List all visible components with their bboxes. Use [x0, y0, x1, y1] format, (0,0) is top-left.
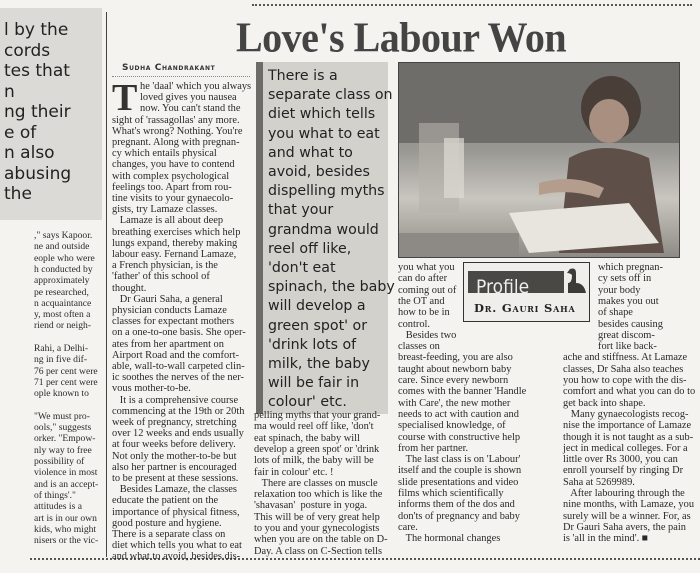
left-article-text-line: 71 per cent were [34, 376, 98, 388]
body-text-line: Dr Gauri Saha, a general [112, 293, 223, 305]
left-article-text-line: pe researched, [34, 286, 89, 298]
body-text-line: classes, Dr Saha also teaches [563, 363, 684, 375]
drop-cap: T [112, 77, 138, 119]
left-article-quote-line: e of [4, 122, 37, 143]
pull-quote-line: separate class on [268, 87, 393, 104]
body-text-line: and what to avoid, besides dis- [112, 551, 241, 563]
body-text-line: diet which tells you what to eat [112, 540, 242, 552]
body-text-line: cy which entails physical [112, 148, 217, 160]
body-text-line: breast-feeding, you are also [398, 352, 513, 364]
body-text-line: ic soothes the nerves of the ner- [112, 372, 244, 384]
body-text-line: ates from her apartment on [112, 338, 224, 350]
body-text-line: care. [398, 521, 418, 533]
left-article-text-line: ople known to [34, 388, 89, 400]
body-text-line: on a one-to-one basis. She oper- [112, 327, 246, 339]
body-text-line: eat spinach, the baby will [254, 432, 360, 444]
pull-quote-line: that your [268, 202, 334, 219]
body-text-line: loved gives you nausea [140, 92, 237, 104]
body-text-line: though it is not taught as a sub- [563, 431, 694, 443]
body-text-line: importance of physical fitness, [112, 506, 240, 518]
body-text-line: relaxation too which is like the [254, 489, 383, 501]
body-text-line: fair in colour' etc. ! [254, 466, 334, 478]
left-article-text-line: ools," suggests [34, 422, 92, 434]
profile-label: Profile [476, 276, 530, 298]
body-text-line: Besides Lamaze, the classes [112, 484, 237, 496]
body-text-line: get back into shape. [563, 397, 646, 409]
body-text-line: gists, try Lamaze classes. [112, 204, 218, 216]
body-text-line: you what you [398, 262, 455, 273]
body-text-line: a French physician, is the [112, 260, 218, 272]
profile-name: Dr. Gauri Saha [474, 301, 576, 315]
left-article-text-line: violence in most [34, 467, 98, 479]
body-text-line: course with constructive help [398, 431, 521, 443]
body-text-line: how to be in [398, 307, 450, 319]
body-text-line: great discom- [598, 329, 655, 341]
body-text-line: physician conducts Lamaze [112, 305, 227, 316]
photo-of-child-reading-icon [399, 63, 680, 258]
pull-quote-line: 'drink lots of [268, 336, 357, 353]
left-article-text-line: possibility of [34, 456, 85, 467]
body-text-line: vous mother-to-be. [112, 383, 191, 395]
left-article-text-line: 76 per cent were [34, 365, 98, 377]
left-article-text-line: ng in five dif- [34, 354, 88, 366]
body-text-line: Lamaze is all about deep [112, 215, 224, 227]
body-text-line: your body [598, 284, 641, 296]
body-text-line: little over Rs 3000, you can [563, 454, 678, 466]
body-text-line: nise the importance of Lamaze [563, 420, 692, 432]
body-text-line: can do after [398, 273, 448, 285]
body-text-line: Airport Road and the comfort- [112, 349, 239, 361]
body-text-line: to be present at these sessions. [112, 473, 239, 484]
body-text-line: The last class is on 'Labour' [398, 454, 521, 466]
left-article-quote-line: l by the [4, 20, 69, 40]
left-article-text-line: nly way to free [34, 444, 92, 456]
body-text-line: 'father' of this school of [112, 271, 210, 283]
pull-quote-line: will develop a [268, 298, 366, 315]
body-text-line: with complex psychological [112, 170, 230, 182]
left-article-text-line: ," says Kapoor. [34, 230, 93, 241]
body-text-line: educate the patient on the [112, 495, 219, 507]
body-text-line: sight of 'rassagollas' any more. [112, 114, 240, 126]
left-article-text-line: y, most often a [34, 309, 91, 321]
pull-quote-line: avoid, besides [268, 164, 370, 180]
pull-quote-line: grandma would [268, 221, 379, 238]
pull-quote-line: and what to [268, 144, 353, 161]
body-text-line: needs to act with caution and [398, 408, 519, 420]
body-text-line: pelling myths that your grand- [254, 410, 381, 421]
pull-quote-line: dispelling myths [268, 183, 385, 200]
body-text-line: tine visits to your gynaecolo- [112, 193, 234, 204]
body-text-line: The hormonal changes [398, 533, 501, 545]
left-article-text-line: art is in our own [34, 512, 97, 524]
body-text-line: which pregnan- [598, 262, 663, 273]
body-text-line: makes you out [598, 295, 659, 307]
body-text-line: coming out of [398, 284, 457, 296]
body-text-line: comfort and what you can do to [563, 386, 696, 398]
left-article-quote-line: n [4, 81, 15, 102]
pull-quote-line: green spot' or [268, 317, 368, 334]
body-text-line: now. You can't stand the [140, 103, 241, 115]
left-article-text-line: approximately [34, 275, 90, 287]
body-text-line: from her partner. [398, 442, 469, 454]
body-text-line: week of pregnancy, stretching [112, 417, 237, 428]
body-text-line: develop a green spot' or 'drink [254, 443, 380, 455]
left-article-quote-line: n also [4, 143, 55, 163]
body-text-line: able, wall-to-wall carpeted clin- [112, 361, 245, 372]
body-text-line: over 12 weeks and ends usually [112, 428, 244, 440]
body-text-line: cy sets off in [598, 273, 652, 285]
left-article-quote-line: the [4, 184, 32, 204]
body-text-line: feelings too. Apart from rou- [112, 181, 232, 193]
pull-quote-line: spinach, the baby [268, 279, 395, 296]
body-text-line: breathing exercises which help [112, 226, 241, 238]
article-photo [398, 62, 680, 258]
body-text-line: comes with the banner 'Handle [398, 386, 527, 398]
pull-quote-line: 'don't eat [268, 260, 336, 276]
body-text-line: with Care', the new mother [398, 397, 511, 409]
body-text-line: commencing at the 19th or 20th [112, 405, 245, 417]
pull-quote-line: milk, the baby [268, 356, 370, 372]
body-text-line: fort like back- [598, 341, 657, 353]
body-text-line: thought. [112, 282, 147, 294]
left-article-text-line: h conducted by [34, 263, 93, 275]
left-article-text-line: riend or neigh- [34, 320, 92, 332]
pull-quote-line: There is a [268, 68, 338, 84]
headline: Love's Labour Won [236, 13, 567, 62]
body-text-line: lungs expand, thereby making [112, 237, 238, 249]
body-text-line: care. Since every newborn [398, 375, 509, 386]
body-text-line: classes for expectant mothers [112, 316, 235, 328]
body-text-line: Day. A class on C-Section tells [254, 545, 383, 557]
body-text-line: is 'all in the mind'. ■ [563, 533, 649, 545]
body-text-line: After labouring through the [563, 488, 685, 499]
left-article-text-line: "We must pro- [34, 410, 90, 422]
left-article-text-line: kids, who might [34, 523, 97, 535]
left-article-text-line: n acquaintance [34, 297, 92, 309]
body-text-line: to you and your gynecologists [254, 523, 380, 534]
bird-icon [564, 267, 588, 297]
body-text-line: There are classes on muscle [254, 477, 378, 489]
body-text-line: films which scientifically [398, 488, 504, 499]
body-text-line: slide presentations and video [398, 476, 519, 488]
left-article-text-line: of things'." [34, 489, 76, 501]
body-text-line: ject in medical colleges. For a [563, 442, 688, 454]
body-text-line: Many gynaecologists recog- [563, 408, 689, 420]
body-text-line: Saha at 5269989. [563, 476, 635, 488]
column-divider [106, 12, 107, 557]
body-text-line: surely will be a winner. For, as [563, 510, 691, 522]
body-text-line: Besides two [398, 329, 457, 341]
profile-box [463, 262, 590, 322]
body-text-line: at four weeks before delivery. [112, 439, 236, 451]
body-text-line: enroll yourself by ringing Dr [563, 465, 684, 477]
pull-quote-line: you what to eat [268, 125, 380, 142]
body-text-line: good posture and hygiene. [112, 517, 222, 529]
body-text-line: control. [398, 318, 431, 330]
left-article-text-line: nisers or the vic- [34, 535, 99, 547]
body-text-line: There is a separate class on [112, 529, 226, 540]
body-text-line: lots of milk, the baby will be [254, 455, 374, 467]
body-text-line: besides causing [598, 318, 663, 330]
body-text-line: Dr Gauri Saha avers, the pain [563, 521, 686, 533]
body-text-line: specialised knowledge, of [398, 420, 506, 432]
body-text-line: It is a comprehensive course [112, 394, 239, 406]
left-article-quote-line: ng their [4, 102, 71, 122]
body-text-line: changes, you have to contend [112, 159, 235, 171]
body-text-line: What's wrong? Nothing. You're [112, 125, 243, 137]
left-article-text-line: orker. "Empow- [34, 433, 96, 445]
pull-quote-line: diet which tells [268, 106, 376, 123]
left-article-text-line: attitudes is a [34, 501, 82, 513]
left-article-text-line: and is an accept- [34, 478, 99, 490]
body-text-line: pregnant. Along with pregnan- [112, 137, 240, 148]
body-text-line: also her partner is encouraged [112, 461, 237, 473]
pull-quote-line: will be fair in [268, 375, 360, 392]
pull-quote-line: colour' etc. [268, 394, 347, 411]
body-text-line: 'shavasan' posture in yoga. [254, 500, 368, 512]
body-text-line: taught about newborn baby [398, 363, 512, 375]
body-text-line: ache and stiffness. At Lamaze [563, 352, 688, 364]
left-article-text-line: eople who were [34, 252, 95, 264]
body-text-line: when you are on the table on D- [254, 534, 388, 546]
body-text-line: Not only the mother-to-be but [112, 450, 237, 462]
left-article-quote-line: abusing [4, 163, 72, 184]
body-text-line: nine months, with Lamaze, you [563, 499, 695, 511]
left-article-text-line: Rahi, a Delhi- [34, 343, 89, 354]
profile-label-bar [468, 271, 564, 298]
left-article-quote-line: tes that [4, 61, 70, 81]
body-text-line: ma would reel off like, 'don't [254, 421, 374, 433]
byline: Sudha Chandrakant [122, 63, 216, 73]
body-text-line: classes on [398, 341, 440, 353]
body-text-line: you how to cope with the dis- [563, 375, 687, 386]
body-text-line: of shape [598, 307, 633, 319]
body-text-line: labour easy. Fernand Lamaze, [112, 249, 237, 260]
left-article-quote-line: cords [4, 40, 51, 61]
body-text-line: This will be of very great help [254, 511, 380, 523]
left-article-text-line: ne and outside [34, 241, 90, 253]
body-text-line: informs them of the dos and [398, 499, 515, 511]
top-dotted-rule [252, 4, 692, 6]
body-text-line: he 'daal' which you always [140, 81, 252, 92]
body-text-line: itself and the couple is shown [398, 465, 522, 477]
pull-quote-line: reel off like, [268, 240, 352, 257]
body-text-line: don'ts of pregnancy and baby [398, 510, 520, 522]
body-text-line: the OT and [398, 295, 445, 307]
